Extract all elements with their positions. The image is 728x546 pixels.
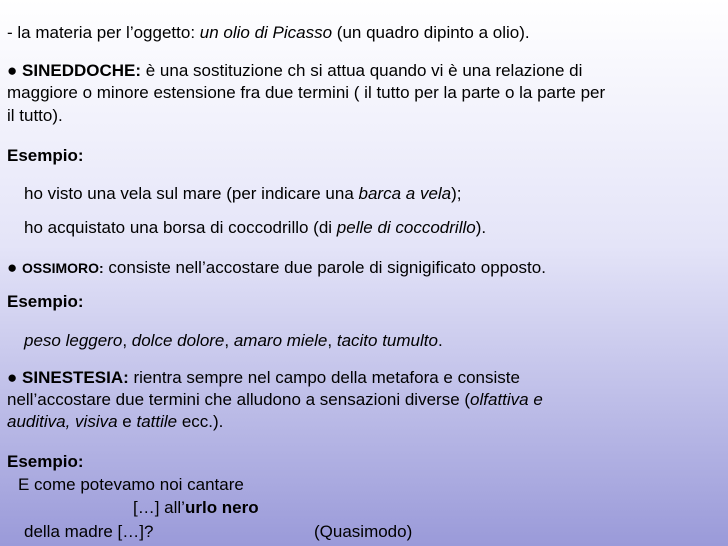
ossimoro-examples: peso leggero, dolce dolore, amaro miele, tacito tumulto. <box>24 331 443 350</box>
sineddoche-example-1: ho visto una vela sul mare (per indicare una barca a vela); <box>24 184 462 203</box>
esempio-label: Esempio: <box>7 452 84 471</box>
sinestesia-definition-cont: nell’accostare due termini che alludono a sensazioni diverse (olfattiva e <box>7 390 543 409</box>
esempio-label: Esempio: <box>7 146 84 165</box>
sineddoche-definition-cont: maggiore o minore estensione fra due termini ( il tutto per la parte o la parte per <box>7 83 606 102</box>
sineddoche-example-2: ho acquistato una borsa di coccodrillo (di pelle di coccodrillo). <box>24 218 487 237</box>
emphasis-olio: un olio di Picasso <box>199 23 333 42</box>
sineddoche-definition: ● SINEDDOCHE: è una sostituzione ch si attua quando vi è una relazione di <box>7 61 583 80</box>
sinestesia-definition: ● SINESTESIA: rientra sempre nel campo della metafora e consiste <box>7 368 520 387</box>
poem-line-1: E come potevamo noi cantare <box>18 475 244 494</box>
bullet: ● <box>7 258 18 277</box>
poem-line-3: della madre […]? <box>24 522 154 541</box>
term-ossimoro: OSSIMORO: <box>22 260 104 276</box>
esempio-label: Esempio: <box>7 292 84 311</box>
poem-author: (Quasimodo) <box>314 522 413 541</box>
ossimoro-definition: ● OSSIMORO: consiste nell’accostare due parole di signigificato opposto. <box>7 258 546 277</box>
term-sineddoche: SINEDDOCHE: <box>22 61 142 80</box>
sineddoche-definition-end: il tutto). <box>7 106 63 125</box>
sinestesia-definition-end: auditiva, visiva e tattile ecc.). <box>7 412 224 431</box>
term-sinestesia: SINESTESIA: <box>22 368 129 387</box>
poem-line-2: […] all’urlo nero <box>133 498 259 517</box>
bullet: ● <box>7 61 18 80</box>
line-materia: - la materia per l’oggetto: un olio di Picasso (un quadro dipinto a olio). <box>7 23 530 42</box>
bullet: ● <box>7 368 18 387</box>
